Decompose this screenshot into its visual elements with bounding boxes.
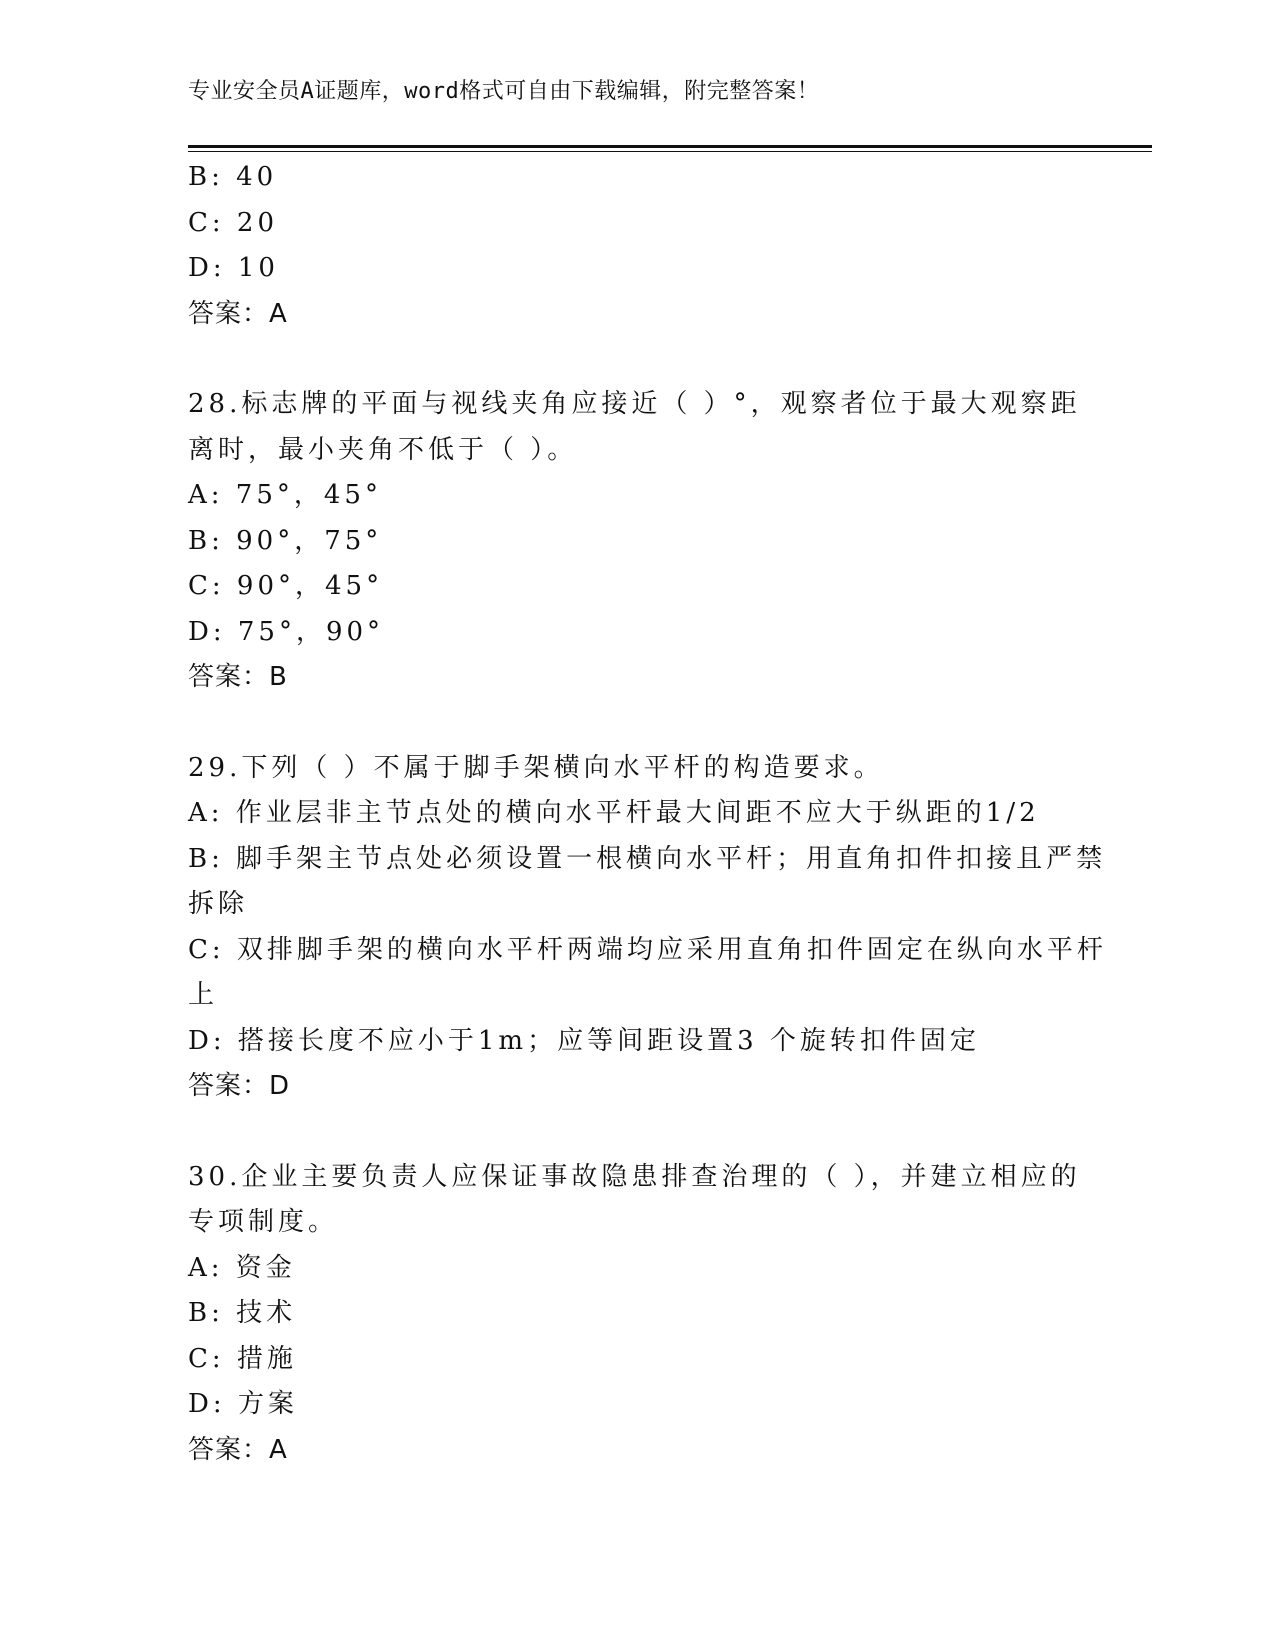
page-header: 专业安全员A证题库，word格式可自由下载编辑，附完整答案！ xyxy=(188,79,820,104)
question-27-tail xyxy=(188,155,1068,337)
option-a: A: 作业层非主节点处的横向水平杆最大间距不应大于纵距的1/2 xyxy=(188,798,1040,828)
option-b: B: 40 xyxy=(188,162,278,192)
option-c: C: 20 xyxy=(188,207,279,238)
header-rule-thick xyxy=(188,145,1152,148)
answer-line: 答案：B xyxy=(188,662,288,692)
question-text: 30.企业主要负责人应保证事故隐患排查治理的（ ），并建立相应的 xyxy=(188,1161,1081,1192)
option-c: C: 90°，45° xyxy=(188,571,384,601)
option-a: A: 75°，45° xyxy=(188,480,382,510)
document-body xyxy=(188,155,1107,1473)
option-d: D: 75°，90° xyxy=(188,616,385,647)
option-b: B: 脚手架主节点处必须设置一根横向水平杆；用直角扣件扣接且严禁 xyxy=(188,843,1107,874)
option-a: A: 资金 xyxy=(188,1252,296,1283)
option-c-continued: 上 xyxy=(188,980,219,1010)
answer-line: 答案：D xyxy=(188,1071,291,1101)
header-rule-thin xyxy=(188,151,1152,152)
answer-line: 答案：A xyxy=(188,1434,288,1465)
spacer xyxy=(188,1110,1068,1155)
option-d: D: 方案 xyxy=(188,1389,298,1419)
question-text: 28.标志牌的平面与视线夹角应接近（ ）°，观察者位于最大观察距 xyxy=(188,389,1081,419)
spacer xyxy=(188,701,1068,746)
question-text: 29.下列（ ）不属于脚手架横向水平杆的构造要求。 xyxy=(188,752,884,783)
option-b: B: 90°，75° xyxy=(188,525,383,556)
question-text-continued: 专项制度。 xyxy=(188,1207,339,1237)
answer-line: 答案：A xyxy=(188,298,288,329)
question-text-continued: 离时，最小夹角不低于（ ）。 xyxy=(188,434,578,465)
option-d: D: 10 xyxy=(188,253,279,283)
option-b-continued: 拆除 xyxy=(188,889,249,919)
question-28 xyxy=(188,382,1081,701)
option-b: B: 技术 xyxy=(188,1298,297,1328)
question-30 xyxy=(188,1155,1081,1474)
question-29 xyxy=(188,746,1107,1110)
option-c: C: 双排脚手架的横向水平杆两端均应采用直角扣件固定在纵向水平杆 xyxy=(188,934,1107,965)
spacer xyxy=(188,337,1068,382)
option-c: C: 措施 xyxy=(188,1343,297,1374)
option-d: D: 搭接长度不应小于1m；应等间距设置3 个旋转扣件固定 xyxy=(188,1025,980,1056)
